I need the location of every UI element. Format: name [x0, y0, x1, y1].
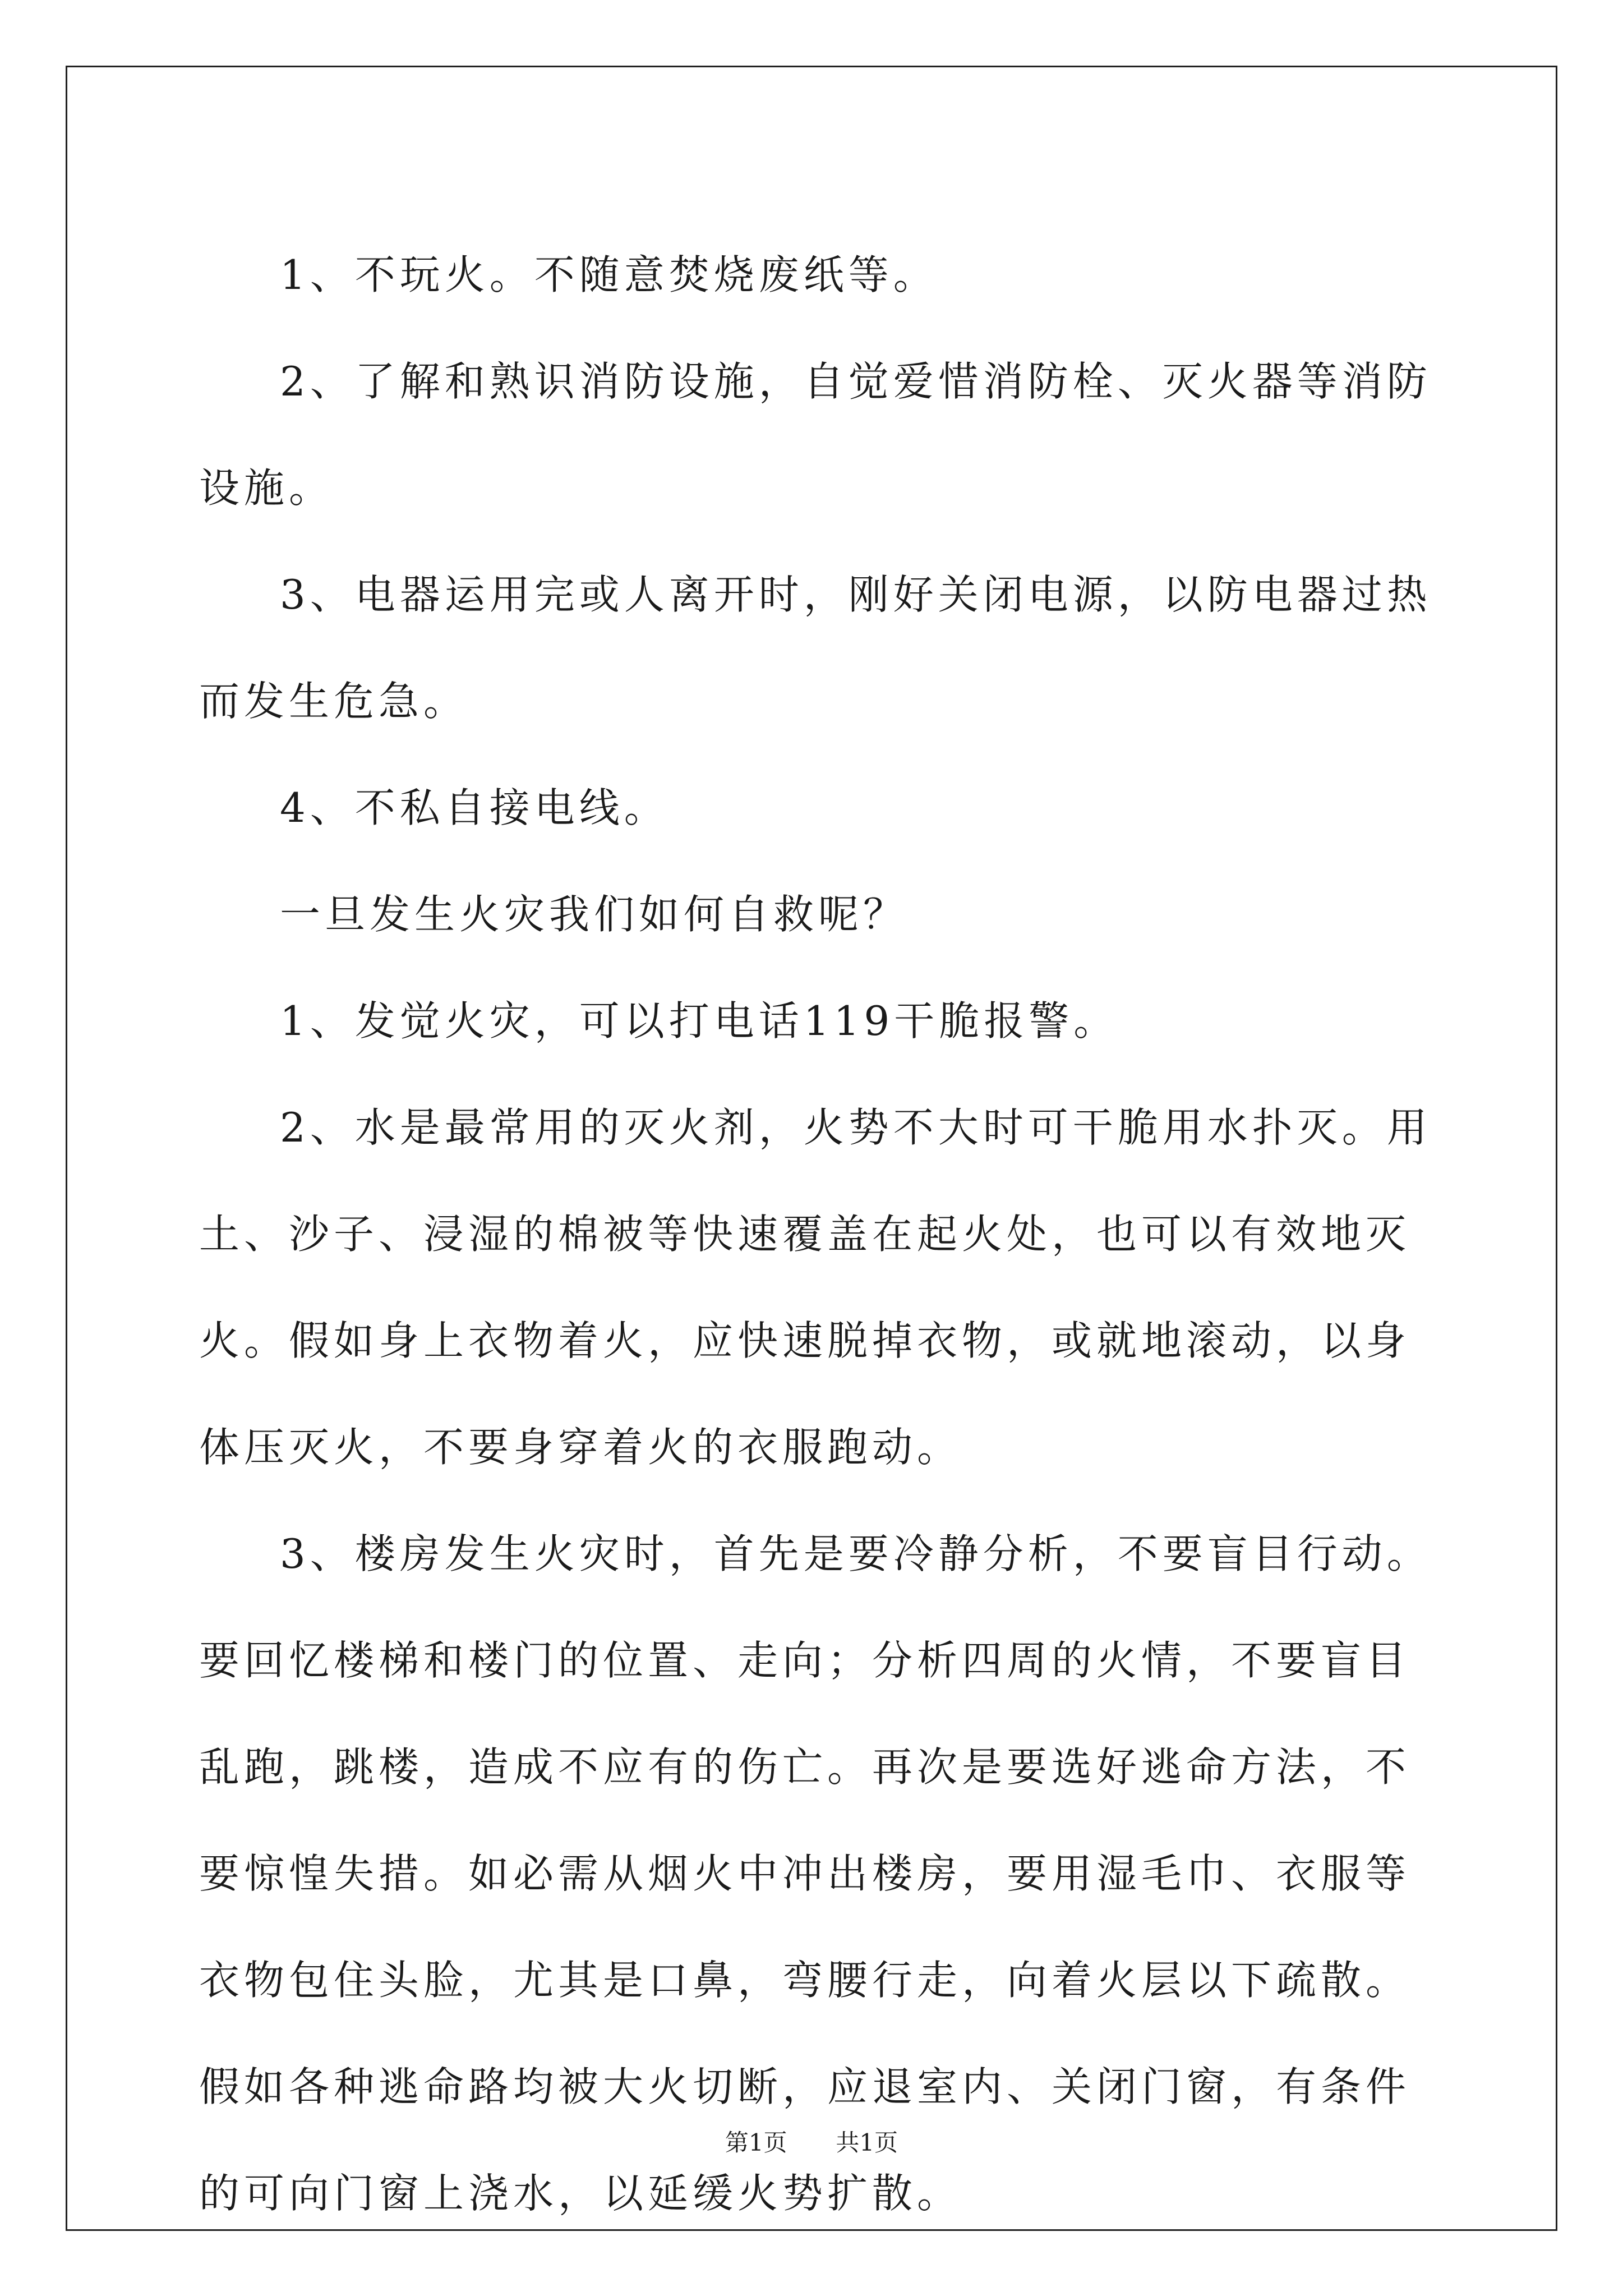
document-body	[199, 222, 1433, 2247]
page-number: 第1页	[725, 2129, 787, 2156]
page-footer	[0, 2126, 1623, 2160]
paragraph: 一旦发生火灾我们如何自救呢？	[280, 891, 909, 938]
paragraph: 1、发觉火灾，可以打电话119干脆报警。	[280, 997, 1119, 1045]
paragraph: 3、电器运用完或人离开时，刚好关闭电源，以防电器过热而发生危急。	[199, 571, 1432, 725]
paragraph: 1、不玩火。不随意焚烧废纸等。	[280, 251, 938, 298]
page-total: 共1页	[836, 2129, 898, 2156]
paragraph: 4、不私自接电线。	[280, 784, 669, 831]
paragraph: 2、水是最常用的灭火剂，火势不大时可干脆用水扑灭。用土、沙子、浸湿的棉被等快速覆盖在起火处，也可以有效地灭火。假如身上衣物着火，应快速脱掉衣物，或就地滚动，以身体压灭火，不要身穿着火的衣服跑动。	[199, 1104, 1432, 1471]
paragraph: 3、楼房发生火灾时，首先是要冷静分析，不要盲目行动。要回忆楼梯和楼门的位置、走向；分析四周的火情，不要盲目乱跑，跳楼，造成不应有的伤亡。再次是要选好逃命方法，不要惊惶失措。如必需从烟火中冲出楼房，要用湿毛巾、衣服等衣物包住头脸，尤其是口鼻，弯腰行走，向着火层以下疏散。假如各种逃命路均被大火切断，应退室内、关闭门窗，有条件的可向门窗上浇水，以延缓火势扩散。	[199, 1530, 1432, 2217]
paragraph: 2、了解和熟识消防设施，自觉爱惜消防栓、灭火器等消防设施。	[199, 358, 1432, 512]
